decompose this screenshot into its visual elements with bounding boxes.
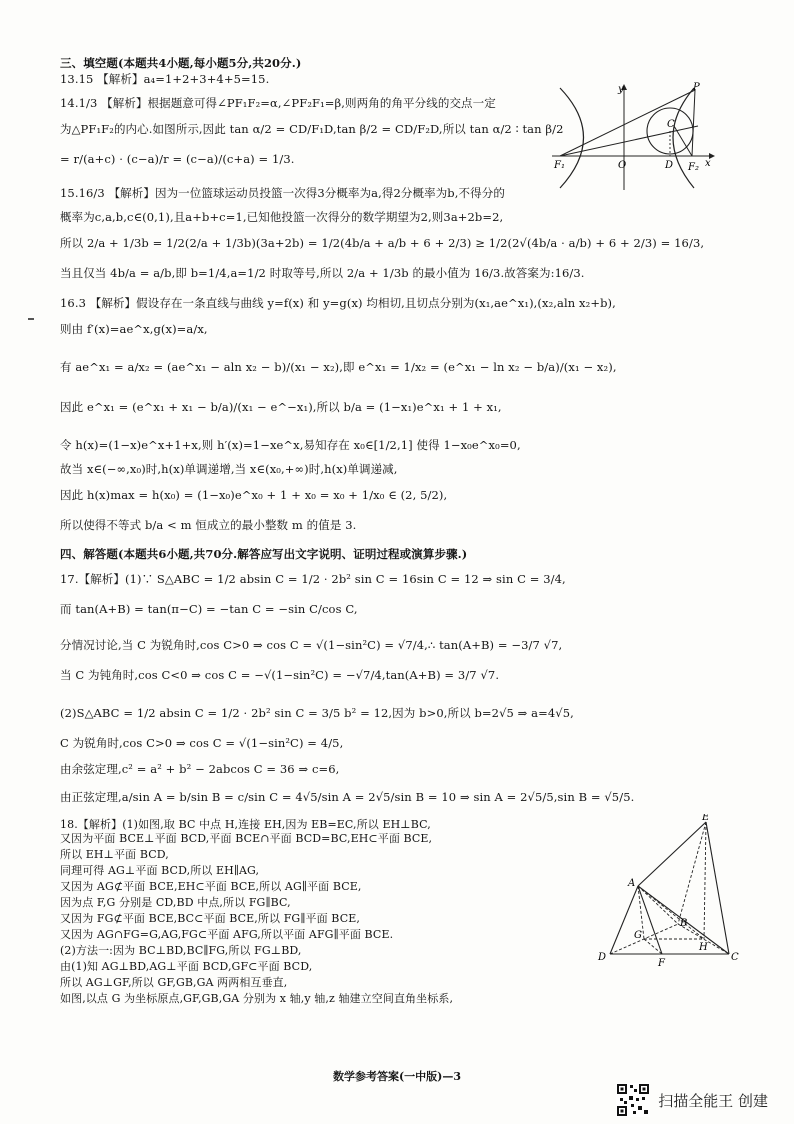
text-line: 四、解答题(本题共6小题,共70分.解答应写出文字说明、证明过程或演算步骤.) [60, 547, 468, 561]
fig2-label-a: A [628, 878, 636, 889]
fig1-label-d: D [665, 160, 674, 171]
text-line: 13.15 【解析】a₄=1+2+3+4+5=15. [60, 72, 270, 86]
fig1-label-y: y [618, 84, 624, 95]
text-line: 又因为 FG⊄平面 BCE,BC⊂平面 BCE,所以 FG∥平面 BCE, [60, 912, 360, 925]
text-line: 14.1/3 【解析】根据题意可得∠PF₁F₂=α,∠PF₂F₁=β,则两角的角平分线的交点一定 [60, 96, 496, 110]
hyperbola-incircle-figure [552, 82, 717, 192]
fig2-label-c: C [731, 952, 739, 963]
fig2-label-g: G [634, 930, 642, 941]
fig2-label-b: B [680, 918, 688, 929]
text-line: 18.【解析】(1)如图,取 BC 中点 H,连接 EH,因为 EB=EC,所以 EH⊥BC, [60, 818, 431, 831]
text-line: C 为锐角时,cos C>0 ⇒ cos C = √(1−sin²C) = 4/5, [60, 736, 344, 750]
scan-speck [28, 318, 34, 320]
pyramid-figure [596, 814, 746, 970]
text-line: 所以 2/a + 1/3b = 1/2(2/a + 1/3b)(3a+2b) = 1/2(4b/a + a/b + 6 + 2/3) ≥ 1/2(2√(4b/a · a/b) + 6 + 2/3) = 16/3, [60, 236, 705, 250]
text-line: 当且仅当 4b/a = a/b,即 b=1/4,a=1/2 时取等号,所以 2/a + 1/3b 的最小值为 16/3.故答案为:16/3. [60, 266, 585, 280]
text-line: 由余弦定理,c² = a² + b² − 2abcos C = 36 ⇒ c=6, [60, 762, 340, 776]
qr-code-icon [616, 1083, 650, 1117]
text-line: (2)S△ABC = 1/2 absin C = 1/2 · 2b² sin C = 3/5 b² = 12,因为 b>0,所以 b=2√5 ⇒ a=4√5, [60, 706, 574, 720]
text-line: 当 C 为钝角时,cos C<0 ⇒ cos C = −√(1−sin²C) = −√7/4,tan(A+B) = 3/7 √7. [60, 668, 500, 682]
text-line: 因此 e^x₁ = (e^x₁ + x₁ − b/a)/(x₁ − e^−x₁),所以 b/a = (1−x₁)e^x₁ + 1 + x₁, [60, 400, 502, 414]
fig1-label-f2: F₂ [688, 162, 699, 173]
text-line: 由正弦定理,a/sin A = b/sin B = c/sin C = 4√5/sin A = 2√5/sin B = 10 ⇒ sin A = 2√5/5,sin B = √5/5. [60, 790, 635, 804]
text-line: 有 ae^x₁ = a/x₂ = (ae^x₁ − aln x₂ − b)/(x₁ − x₂),即 e^x₁ = 1/x₂ = (e^x₁ − ln x₂ − b/a)/(x₁ − x₂), [60, 360, 617, 374]
fig1-label-f1: F₁ [554, 160, 565, 171]
fig1-label-o: O [618, 160, 627, 171]
text-line: 16.3 【解析】假设存在一条直线与曲线 y=f(x) 和 y=g(x) 均相切,且切点分别为(x₁,ae^x₁),(x₂,aln x₂+b), [60, 296, 616, 310]
fig1-label-c: C [667, 119, 675, 130]
text-line: (2)方法一:因为 BC⊥BD,BC∥FG,所以 FG⊥BD, [60, 944, 302, 957]
text-line: 因此 h(x)max = h(x₀) = (1−x₀)e^x₀ + 1 + x₀ = x₀ + 1/x₀ ∈ (2, 5/2), [60, 488, 448, 502]
text-line: 如图,以点 G 为坐标原点,GF,GB,GA 分别为 x 轴,y 轴,z 轴建立空间直角坐标系, [60, 992, 454, 1005]
text-line: 令 h(x)=(1−x)e^x+1+x,则 h′(x)=1−xe^x,易知存在 x₀∈[1/2,1] 使得 1−x₀e^x₀=0, [60, 438, 521, 452]
fig1-label-p: P [693, 82, 700, 93]
text-line: 又因为 AG∩FG=G,AG,FG⊂平面 AFG,所以平面 AFG∥平面 BCE. [60, 928, 394, 941]
scanner-text: 扫描全能王 创建 [658, 1091, 768, 1110]
scanner-watermark [616, 1083, 768, 1117]
text-line: 三、填空题(本题共4小题,每小题5分,共20分.) [60, 56, 302, 70]
fig2-label-d: D [598, 952, 607, 963]
fig1-label-x: x [705, 158, 711, 169]
text-line: 概率为c,a,b,c∈(0,1),且a+b+c=1,已知他投篮一次得分的数学期望为2,则3a+2b=2, [60, 210, 504, 224]
text-line: = r/(a+c) · (c−a)/r = (c−a)/(c+a) = 1/3. [60, 152, 295, 166]
fig2-label-e: E [702, 814, 710, 823]
text-line: 故当 x∈(−∞,x₀)时,h(x)单调递增,当 x∈(x₀,+∞)时,h(x)单调递减, [60, 462, 398, 476]
text-line: 而 tan(A+B) = tan(π−C) = −tan C = −sin C/cos C, [60, 602, 358, 616]
page-footer: 数学参考答案(一中版)—3 [332, 1070, 462, 1083]
text-line: 因为点 F,G 分别是 CD,BD 中点,所以 FG∥BC, [60, 896, 291, 909]
text-line: 为△PF₁F₂的内心.如图所示,因此 tan α/2 = CD/F₁D,tan β/2 = CD/F₂D,所以 tan α/2 ∶ tan β/2 [60, 122, 564, 136]
text-line: 则由 f′(x)=ae^x,g(x)=a/x, [60, 322, 208, 336]
text-line: 又因为平面 BCE⊥平面 BCD,平面 BCE∩平面 BCD=BC,EH⊂平面 BCE, [60, 832, 433, 845]
fig2-label-h: H [699, 942, 708, 953]
text-line: 分情况讨论,当 C 为锐角时,cos C>0 ⇒ cos C = √(1−sin²C) = √7/4,∴ tan(A+B) = −3/7 √7, [60, 638, 563, 652]
text-line: 所以 AG⊥GF,所以 GF,GB,GA 两两相互垂直, [60, 976, 288, 989]
text-line: 由(1)知 AG⊥BD,AG⊥平面 BCD,GF⊂平面 BCD, [60, 960, 313, 973]
text-line: 17.【解析】(1)∵ S△ABC = 1/2 absin C = 1/2 · 2b² sin C = 16sin C = 12 ⇒ sin C = 3/4, [60, 572, 566, 586]
text-line: 15.16/3 【解析】因为一位篮球运动员投篮一次得3分概率为a,得2分概率为b,不得分的 [60, 186, 505, 200]
text-line: 又因为 AG⊄平面 BCE,EH⊂平面 BCE,所以 AG∥平面 BCE, [60, 880, 362, 893]
text-line: 所以 EH⊥平面 BCD, [60, 848, 169, 861]
fig2-label-f: F [658, 958, 665, 969]
text-line: 同理可得 AG⊥平面 BCD,所以 EH∥AG, [60, 864, 260, 877]
text-line: 所以使得不等式 b/a < m 恒成立的最小整数 m 的值是 3. [60, 518, 357, 532]
